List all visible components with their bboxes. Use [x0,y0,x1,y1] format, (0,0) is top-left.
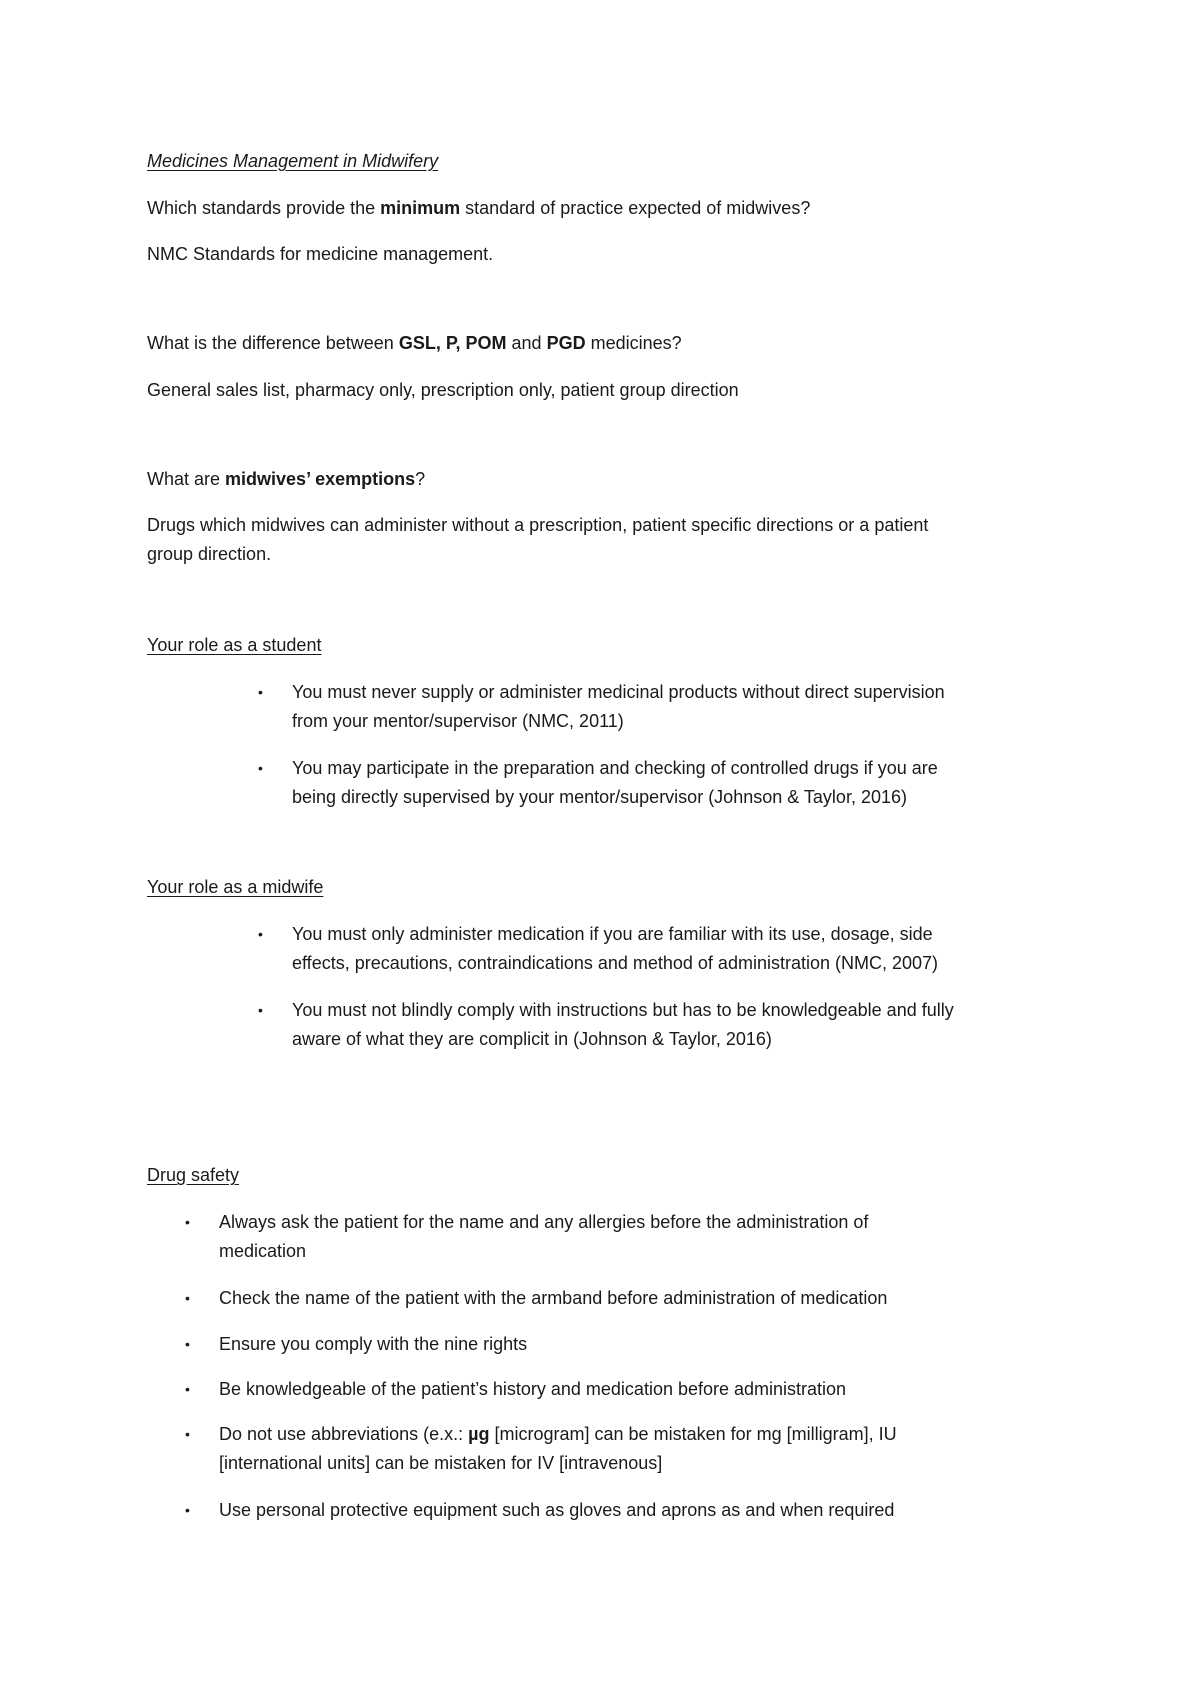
bullet-icon: • [258,926,263,942]
bullet-icon: • [185,1502,190,1518]
question-medicine-types: What is the difference between GSL, P, POM and PGD medicines? [147,333,682,353]
list-item: • Ensure you comply with the nine rights [219,1330,527,1359]
document-title: Medicines Management in Midwifery [147,151,439,171]
list-item: • Check the name of the patient with the armband before administration of medication [219,1284,887,1313]
bullet-icon: • [258,1002,263,1018]
list-item: • Be knowledgeable of the patient’s history and medication before administration [219,1375,846,1404]
bullet-icon: • [258,684,263,700]
answer-exemptions-line2: group direction. [147,544,272,564]
bullet-icon: • [185,1214,190,1230]
answer-exemptions-line1: Drugs which midwives can administer without a prescription, patient specific directions or a patient [147,515,929,535]
list-item: • You must not blindly comply with instructions but has to be knowledgeable and fully aware of what they are complicit in (Johnson & Taylor, 2016) [292,996,954,1054]
student-role-heading: Your role as a student [147,635,322,655]
midwife-role-heading: Your role as a midwife [147,877,324,897]
drug-safety-heading: Drug safety [147,1165,240,1185]
list-item: • Do not use abbreviations (e.x.: µg [microgram] can be mistaken for mg [milligram], IU [international units] can be mistaken for IV [intravenous] [219,1420,897,1478]
bullet-icon: • [185,1290,190,1306]
bullet-icon: • [185,1381,190,1397]
list-item: • Always ask the patient for the name and any allergies before the administration of medication [219,1208,868,1266]
question-exemptions: What are midwives’ exemptions? [147,469,426,489]
bullet-icon: • [185,1336,190,1352]
answer-medicine-types: General sales list, pharmacy only, prescription only, patient group direction [147,380,739,400]
list-item: • You may participate in the preparation and checking of controlled drugs if you are being directly supervised by your mentor/supervisor (Johnson & Taylor, 2016) [292,754,938,812]
answer-minimum-standard: NMC Standards for medicine management. [147,244,494,264]
bullet-icon: • [258,760,263,776]
question-minimum-standard: Which standards provide the minimum standard of practice expected of midwives? [147,198,811,218]
list-item: • You must never supply or administer medicinal products without direct supervision from your mentor/supervisor (NMC, 2011) [292,678,945,736]
bullet-icon: • [185,1426,190,1442]
list-item: • You must only administer medication if you are familiar with its use, dosage, side effects, precautions, contraindications and method of administration (NMC, 2007) [292,920,938,978]
list-item: • Use personal protective equipment such as gloves and aprons as and when required [219,1496,894,1525]
